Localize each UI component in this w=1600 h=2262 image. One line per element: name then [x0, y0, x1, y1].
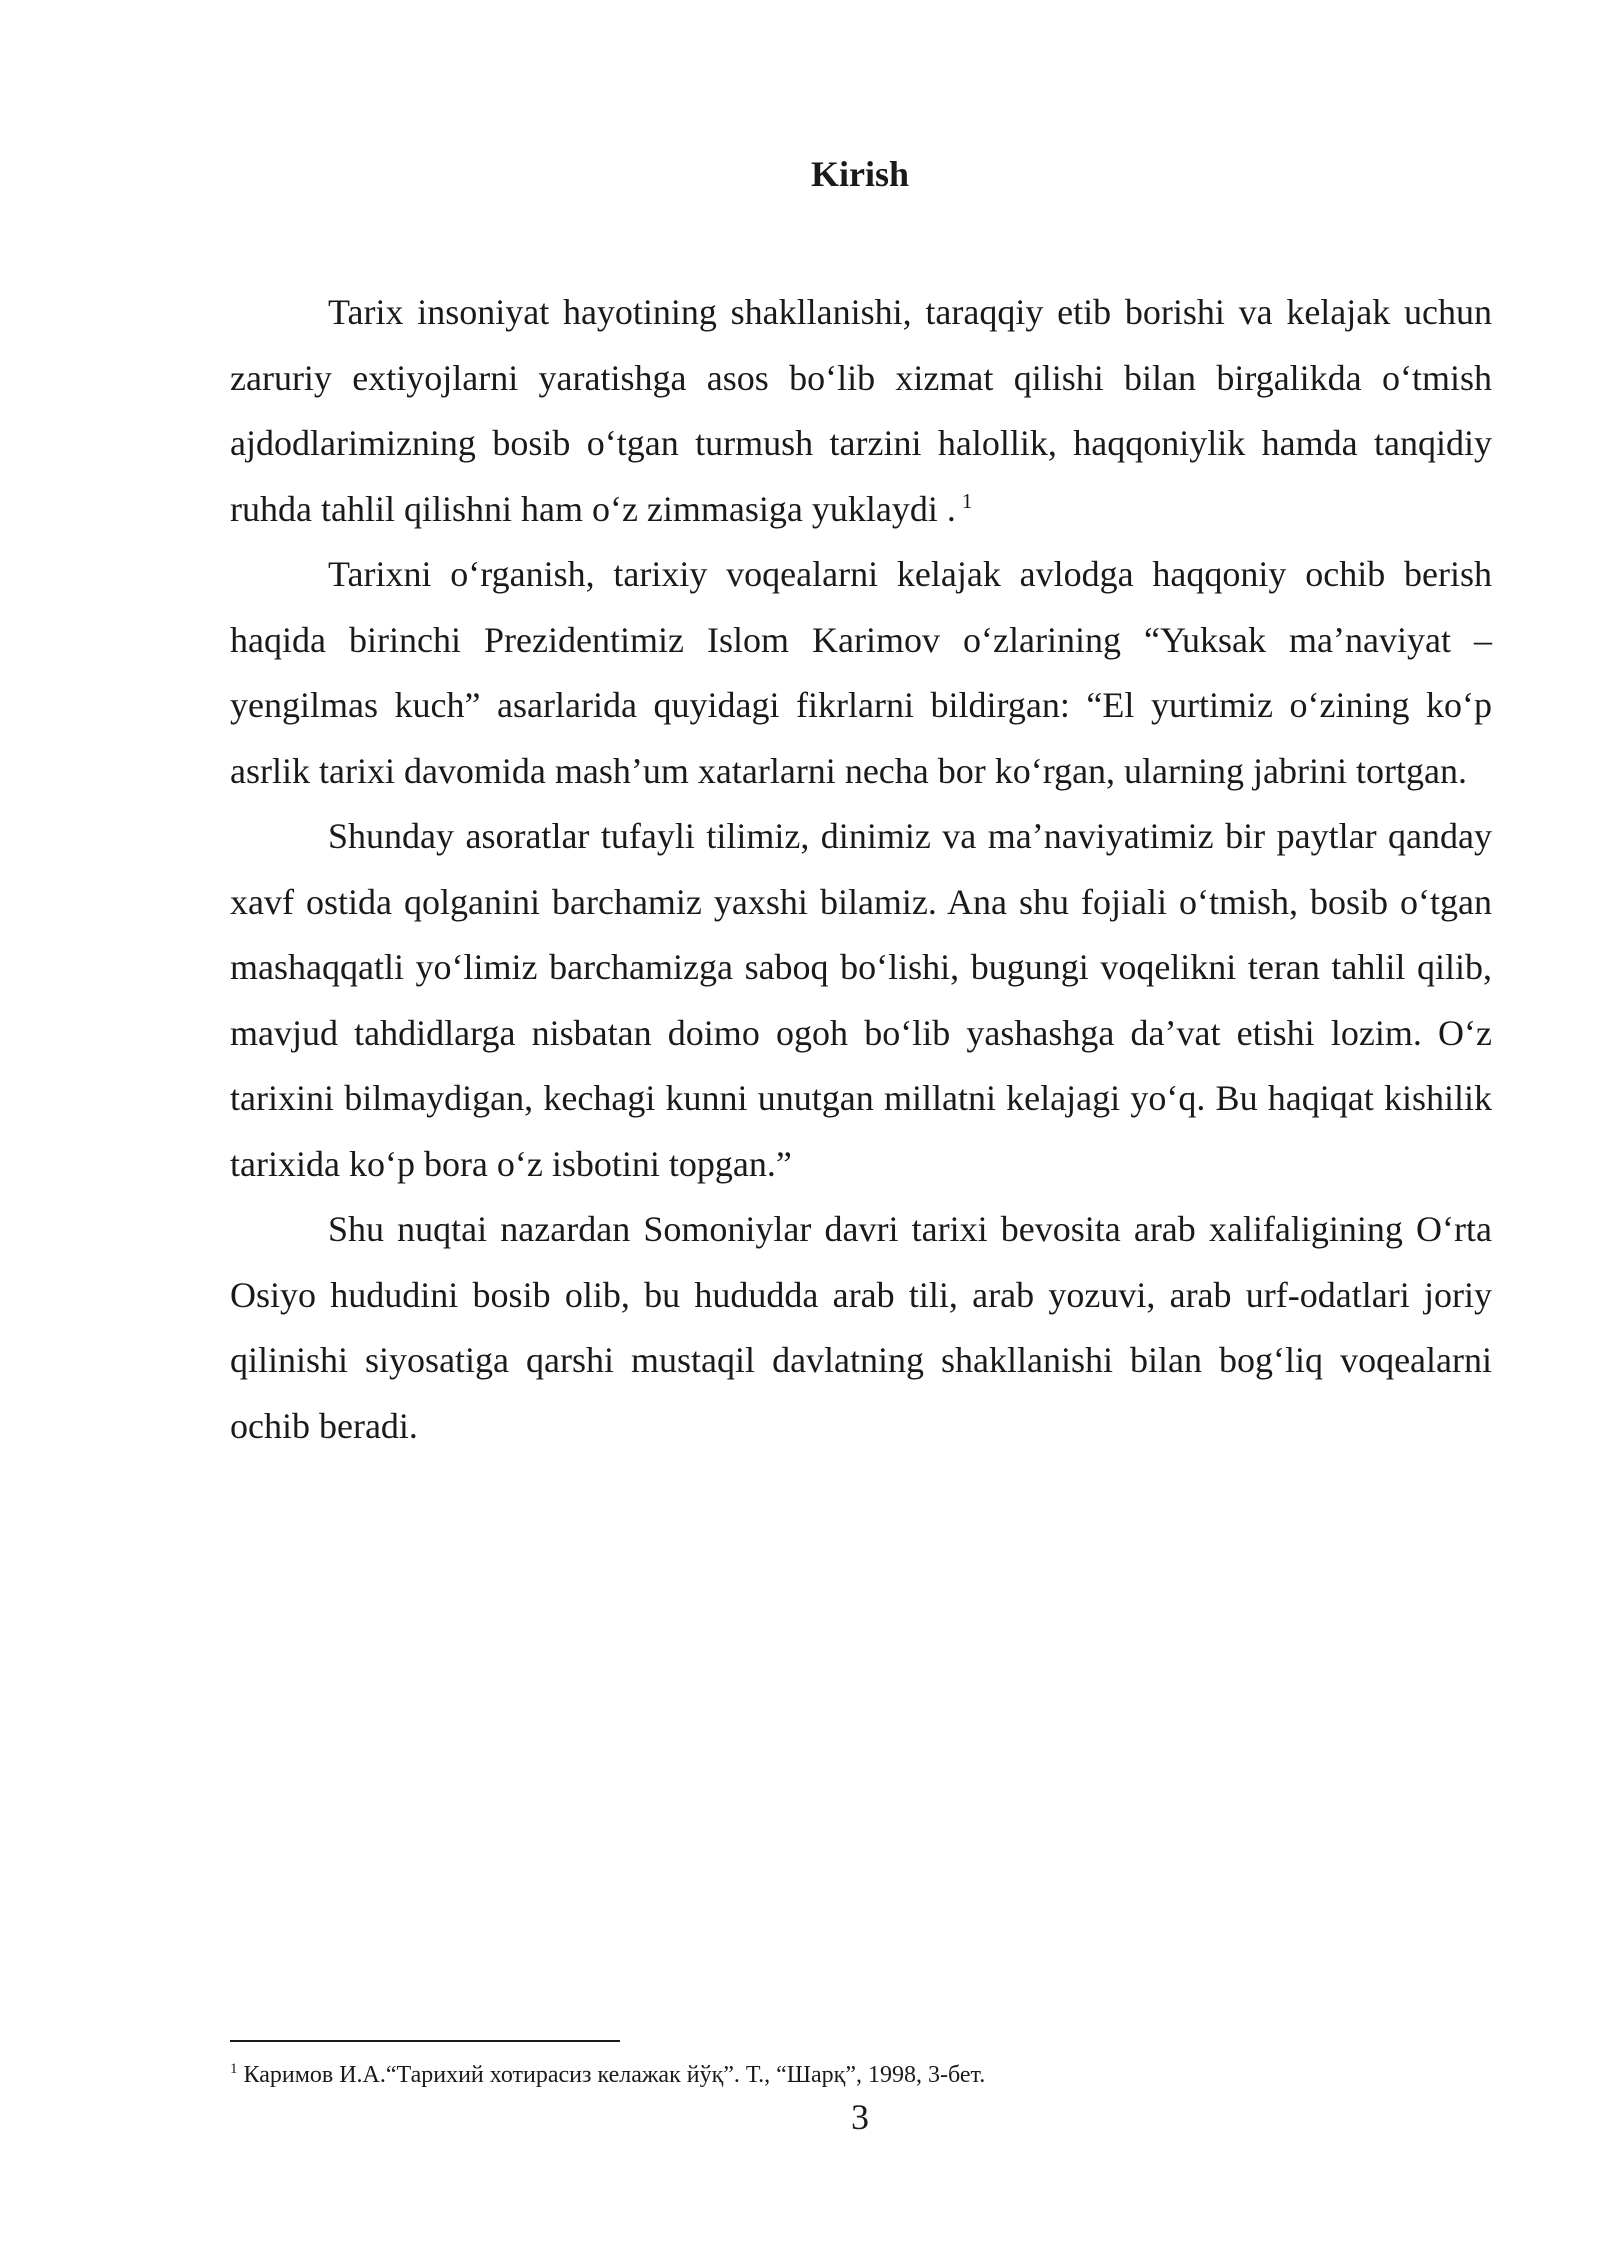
footnote-text: Каримов И.А.“Тарихий хотирасиз келажак йўқ”. Т., “Шарқ”, 1998, 3-бет. — [243, 2062, 986, 2088]
paragraph-4 — [230, 1197, 1492, 1459]
paragraph-1 — [230, 280, 1492, 542]
footnote-separator — [230, 2040, 620, 2042]
paragraph-3 — [230, 804, 1492, 1197]
paragraph-text: Tarixni oʻrganish, tarixiy voqealarni kelajak avlodga haqqoniy ochib berish haqida birinchi Prezidentimiz Islom Karimov oʻzlarining “Yuksak maʼnaviyat – yengilmas kuch” asarlarida quyidagi fikrlarni bildirgan: “El yurtimiz oʻzining koʻp asrlik tarixi davomida mashʼum xatarlarni necha bor koʻrgan, ularning jabrini tortgan. — [230, 554, 1492, 791]
paragraph-text: Tarix insoniyat hayotining shakllanishi, taraqqiy etib borishi va kelajak uchun zaruriy extiyojlarni yaratishga asos boʻlib xizmat qilishi bilan birgalikda oʻtmish ajdodlarimizning bosib oʻtgan turmush tarzini halollik, haqqoniylik hamda tanqidiy ruhda tahlil qilishni ham oʻz zimmasiga yuklaydi . — [230, 292, 1492, 529]
paragraph-text: Shunday asoratlar tufayli tilimiz, dinimiz va maʼnaviyatimiz bir paytlar qanday xavf ostida qolganini barchamiz yaxshi bilamiz. Ana shu fojiali oʻtmish, bosib oʻtgan mashaqqatli yoʻlimiz barchamizga saboq boʻlishi, bugungi voqelikni teran tahlil qilib, mavjud tahdidlarga nisbatan doimo ogoh boʻlib yashashga daʼvat etishi lozim. Oʻz tarixini bilmaydigan, kechagi kunni unutgan millatni kelajagi yoʻq. Bu haqiqat kishilik tarixida koʻp bora oʻz isbotini topgan.” — [230, 816, 1492, 1184]
footnote-mark: 1 — [230, 2061, 238, 2077]
paragraph-text: Shu nuqtai nazardan Somoniylar davri tarixi bevosita arab xalifaligining Oʻrta Osiyo hududini bosib olib, bu hududda arab tili, arab yozuvi, arab urf-odatlari joriy qilinishi siyosatiga qarshi mustaqil davlatning shakllanishi bilan bogʻliq voqealarni ochib beradi. — [230, 1209, 1492, 1446]
footnote-reference: 1 — [961, 488, 973, 513]
paragraph-2 — [230, 542, 1492, 804]
page-number: 3 — [851, 2097, 869, 2137]
footnote — [230, 2058, 1492, 2092]
page-title: Kirish — [810, 154, 909, 194]
body-text — [230, 280, 1492, 1459]
